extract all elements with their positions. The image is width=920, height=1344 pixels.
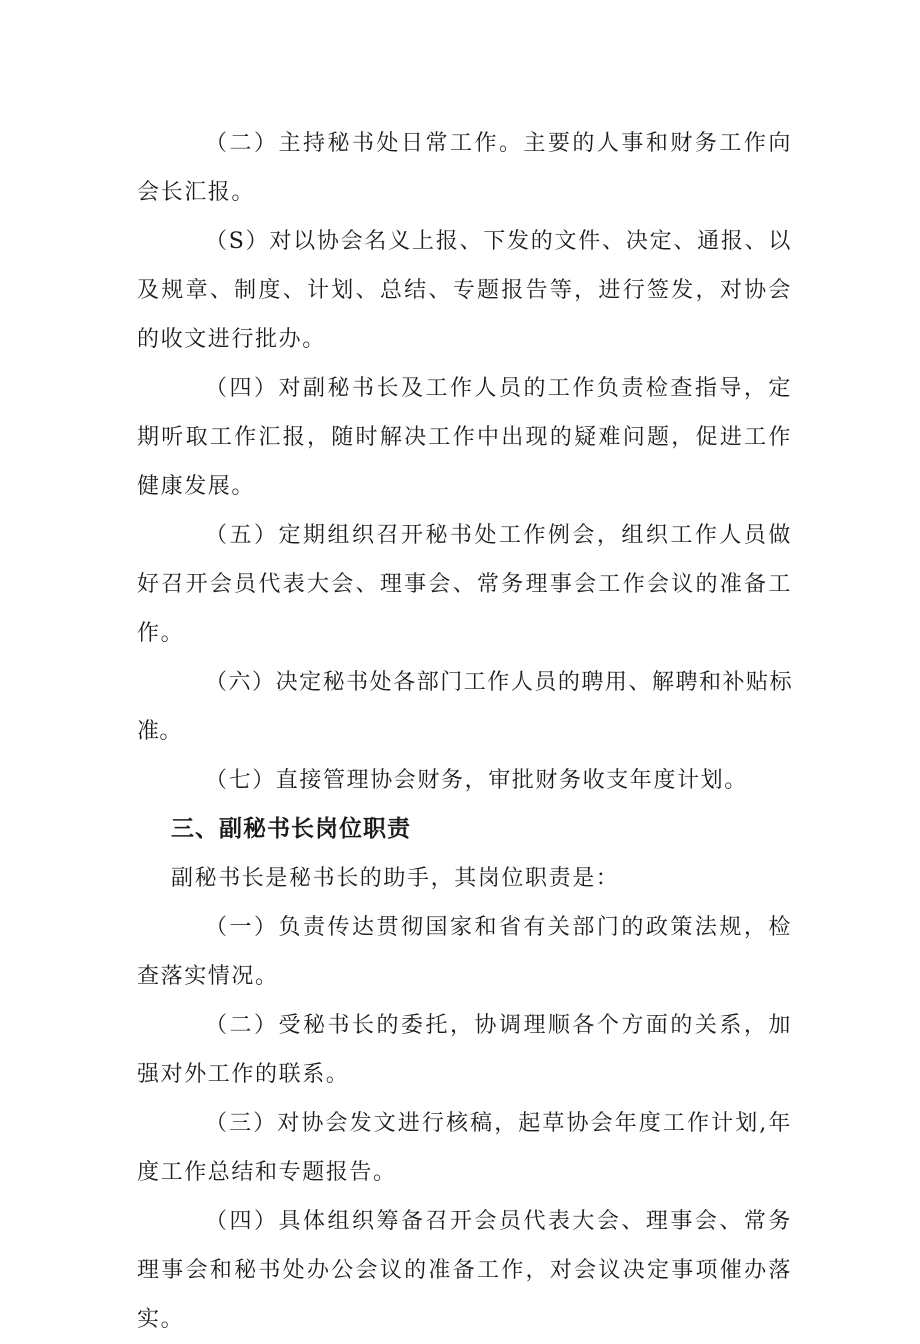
paragraph-duty-4: （四）对副秘书长及工作人员的工作负责检查指导，定期听取工作汇报，随时解决工作中出现的疑难问题，促进工作健康发展。 bbox=[137, 376, 792, 499]
paragraph-deputy-duty-3: （三）对协会发文进行核稿，起草协会年度工作计划,年度工作总结和专题报告。 bbox=[137, 1111, 792, 1185]
paragraph-duty-3: （S）对以协会名义上报、下发的文件、决定、通报、以及规章、制度、计划、总结、专题报告等，进行签发，对协会的收文进行批办。 bbox=[137, 229, 792, 352]
paragraph-deputy-duty-2: （二）受秘书长的委托，协调理顺各个方面的关系，加强对外工作的联系。 bbox=[137, 1013, 792, 1087]
section-heading: 三、副秘书长岗位职责 bbox=[171, 816, 411, 842]
section-lead: 副秘书长是秘书长的助手，其岗位职责是： bbox=[171, 866, 620, 891]
paragraph-deputy-duty-4: （四）具体组织筹备召开会员代表大会、理事会、常务理事会和秘书处办公会议的准备工作，对会议决定事项催办落实。 bbox=[137, 1209, 792, 1332]
document-body bbox=[137, 119, 792, 1344]
paragraph-duty-6: （六）决定秘书处各部门工作人员的聘用、解聘和补贴标准。 bbox=[137, 670, 792, 744]
paragraph-duty-5: （五）定期组织召开秘书处工作例会，组织工作人员做好召开会员代表大会、理事会、常务理事会工作会议的准备工作。 bbox=[137, 523, 792, 646]
paragraph-deputy-duty-1: （一）负责传达贯彻国家和省有关部门的政策法规，检查落实情况。 bbox=[137, 915, 792, 989]
paragraph-duty-2: （二）主持秘书处日常工作。主要的人事和财务工作向会长汇报。 bbox=[137, 131, 792, 205]
paragraph-duty-7: （七）直接管理协会财务，审批财务收支年度计划。 bbox=[205, 768, 748, 793]
